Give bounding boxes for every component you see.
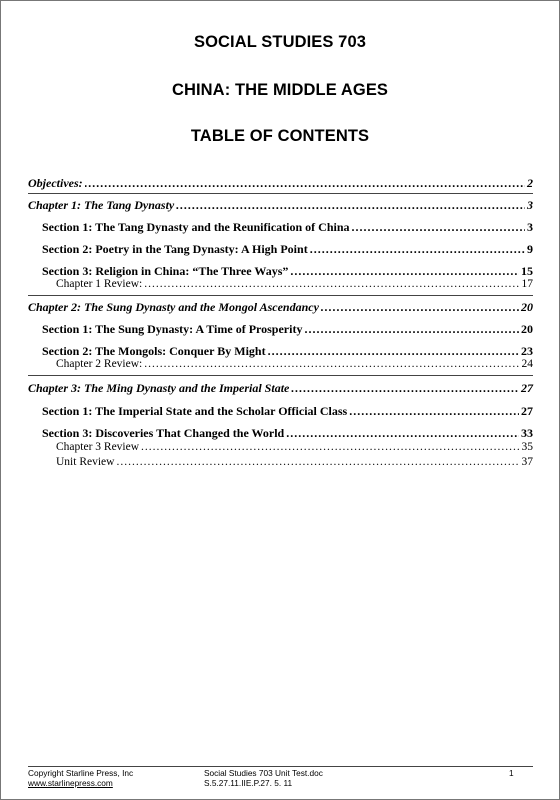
toc-entry-ch3-review — [56, 441, 533, 453]
course-title: SOCIAL STUDIES 703 — [193, 33, 367, 51]
dot-leader — [352, 220, 526, 235]
toc-entry-page: 35 — [521, 441, 533, 453]
toc-entry-page: 3 — [527, 198, 533, 212]
toc-entry-page: 20 — [521, 322, 533, 336]
dot-leader — [141, 441, 519, 453]
toc-entry-label: Section 3: Religion in China: “The Three Ways” — [42, 264, 289, 278]
toc-entry-chapter-3 — [28, 381, 533, 396]
dot-leader — [116, 456, 519, 468]
footer-center — [204, 768, 323, 788]
footer-left — [28, 768, 133, 788]
dot-leader — [144, 358, 519, 370]
toc-entry-label: Objectives: — [28, 176, 83, 190]
toc-entry-label: Chapter 2: The Sung Dynasty and the Mongol Ascendancy — [28, 300, 319, 314]
toc-entry-ch3-section-1 — [42, 404, 533, 419]
toc-entry-label: Chapter 1: The Tang Dynasty — [28, 198, 175, 212]
toc-entry-ch1-section-3 — [42, 264, 533, 279]
toc-entry-page: 27 — [521, 404, 533, 418]
toc-entry-page: 20 — [521, 300, 533, 314]
dot-leader — [85, 176, 525, 191]
dot-leader — [176, 198, 525, 213]
toc-entry-unit-review — [56, 456, 533, 468]
toc-entry-chapter-1 — [28, 198, 533, 213]
document-filename: Social Studies 703 Unit Test.doc — [204, 768, 323, 778]
copyright-text: Copyright Starline Press, Inc — [28, 768, 134, 778]
dot-leader — [321, 300, 519, 315]
toc-entry-label: Section 2: Poetry in the Tang Dynasty: A High Point — [42, 242, 308, 256]
toc-entry-page: 37 — [521, 456, 533, 468]
toc-entry-page: 17 — [521, 278, 533, 290]
toc-entry-ch1-section-1 — [42, 220, 533, 235]
toc-entry-label: Chapter 3: The Ming Dynasty and the Imperial State — [28, 381, 290, 395]
toc-entry-ch1-section-2 — [42, 242, 533, 257]
toc-entry-ch3-section-3 — [42, 426, 533, 441]
toc-entry-label: Section 1: The Tang Dynasty and the Reunification of China — [42, 220, 350, 234]
toc-entry-label: Section 2: The Mongols: Conquer By Might — [42, 344, 266, 358]
toc-entry-label: Section 3: Discoveries That Changed the World — [42, 426, 285, 440]
toc-entry-ch2-section-1 — [42, 322, 533, 337]
toc-entry-ch2-review — [56, 358, 533, 370]
toc-entry-page: 3 — [527, 220, 533, 234]
dot-leader — [310, 242, 525, 257]
toc-entry-objectives — [28, 176, 533, 191]
divider — [28, 295, 533, 296]
toc-entry-label: Section 1: The Imperial State and the Scholar Official Class — [42, 404, 348, 418]
website-link[interactable]: www.starlinepress.com — [28, 778, 113, 788]
dot-leader — [290, 264, 519, 279]
toc-entry-label: Chapter 1 Review: — [56, 278, 143, 290]
toc-entry-ch1-review — [56, 278, 533, 290]
toc-entry-ch2-section-2 — [42, 344, 533, 359]
toc-entry-page: 15 — [521, 264, 533, 278]
dot-leader — [144, 278, 519, 290]
toc-entry-page: 27 — [521, 381, 533, 395]
toc-entry-page: 23 — [521, 344, 533, 358]
dot-leader — [291, 381, 519, 396]
standards-code: S.5.27.11.IIE.P.27. 5. 11 — [204, 778, 293, 788]
toc-entry-page: 33 — [521, 426, 533, 440]
page-number: 1 — [509, 768, 514, 778]
footer-divider — [28, 766, 533, 767]
dot-leader — [268, 344, 519, 359]
toc-entry-chapter-2 — [28, 300, 533, 315]
toc-entry-label: Chapter 3 Review — [56, 441, 140, 453]
dot-leader — [286, 426, 519, 441]
divider — [28, 193, 533, 194]
footer-right — [509, 768, 514, 778]
divider — [28, 375, 533, 376]
toc-entry-label: Section 1: The Sung Dynasty: A Time of Prosperity — [42, 322, 303, 336]
toc-entry-label: Chapter 2 Review: — [56, 358, 143, 370]
dot-leader — [304, 322, 519, 337]
toc-heading: TABLE OF CONTENTS — [190, 127, 370, 145]
unit-title: CHINA: THE MIDDLE AGES — [171, 81, 389, 99]
toc-entry-page: 24 — [521, 358, 533, 370]
toc-entry-page: 2 — [527, 176, 533, 190]
toc-entry-label: Unit Review — [56, 456, 115, 468]
dot-leader — [349, 404, 519, 419]
toc-entry-page: 9 — [527, 242, 533, 256]
